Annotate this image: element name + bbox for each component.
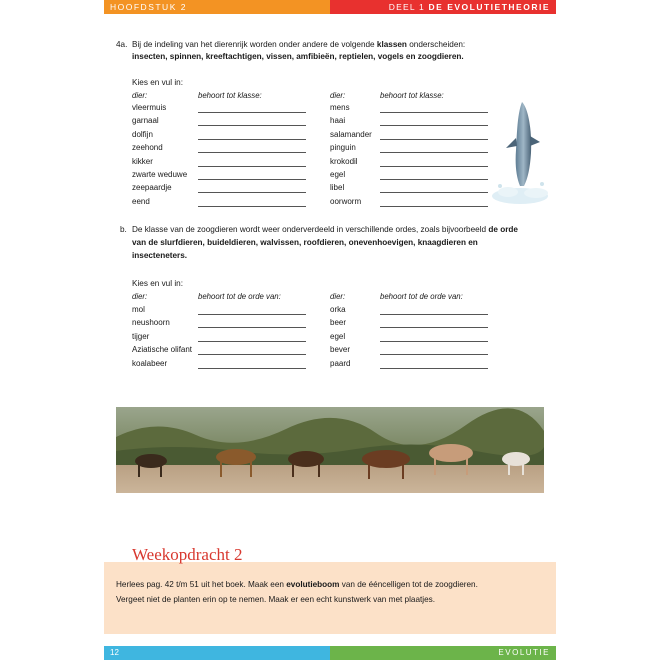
q4a-col-animal-left: dier: [132,91,148,100]
q4b-text [132,223,552,236]
q4b-col-animal-left: dier: [132,292,148,301]
answer-line[interactable] [198,354,306,355]
q4b-bold-1: de orde [488,225,518,234]
q4a-classes [132,50,464,63]
animal-right: pinguin [330,143,356,153]
q4a-col-class-left: behoort tot klasse: [198,91,262,100]
answer-line[interactable] [380,206,488,207]
q4b-bold-3: insecteneters. [132,251,188,260]
header-chapter: HOOFDSTUK 2 [104,0,330,14]
dolphin-image [490,98,552,206]
weekopdracht-text [116,577,478,607]
answer-line[interactable] [380,368,488,369]
animal-left: neushoorn [132,318,170,328]
weekopdracht-line-1a: Herlees pag. 42 t/m 51 uit het boek. Maak een [116,580,284,589]
q4b-text-2 [132,236,478,249]
animal-right: oorworm [330,196,362,206]
header-part-number: DEEL 1 [388,2,425,12]
answer-line[interactable] [198,314,306,315]
answer-line[interactable] [380,327,488,328]
answer-line[interactable] [198,112,306,113]
answer-line[interactable] [380,192,488,193]
q4b-text-start: De klasse van de zoogdieren wordt weer onderverdeeld in verschillende ordes, zoals bijvoorbeeld [132,225,487,234]
q4b-letter: b. [120,225,127,234]
q4b-col-animal-right: dier: [330,292,346,301]
answer-line[interactable] [198,368,306,369]
weekopdracht-line-1b: van de ééncelligen tot de zoogdieren. [341,580,478,589]
weekopdracht-line-1 [116,577,478,592]
answer-line[interactable] [380,125,488,126]
q4b-col-order-left: behoort tot de orde van: [198,292,281,301]
animal-left: dolfijn [132,129,153,139]
animal-right: bever [330,345,351,355]
q4a-classes-list: insecten, spinnen, kreeftachtigen, vissen, amfibieën, reptielen, vogels en zoogdieren. [132,52,464,61]
animal-left: tijger [132,331,150,341]
animal-right: salamander [330,129,372,139]
q4b-bold-2: van de slurfdieren, buideldieren, walvissen, roofdieren, onevenhoevigen, knaagdieren en [132,238,478,247]
animal-left: Aziatische olifant [132,345,193,355]
animal-left: koalabeer [132,358,168,368]
weekopdracht-bold: evolutieboom [286,580,340,589]
weekopdracht-line-2: Vergeet niet de planten erin op te nemen. Maak er een echt kunstwerk van met plaatjes. [116,595,436,604]
q4a-text-start: Bij de indeling van het dierenrijk worden onder andere de volgende [132,40,375,49]
header-part-title: DE EVOLUTIETHEORIE [428,2,550,12]
q4a-col-class-right: behoort tot klasse: [380,91,444,100]
q4a-instruction: Kies en vul in: [132,78,183,87]
answer-line[interactable] [198,125,306,126]
q4a-number: 4a. [116,40,128,49]
answer-line[interactable] [380,354,488,355]
animal-right: orka [330,305,346,314]
answer-line[interactable] [198,152,306,153]
q4b-col-order-right: behoort tot de orde van: [380,292,463,301]
answer-line[interactable] [198,327,306,328]
animal-left: vleermuis [132,103,167,112]
animal-left: eend [132,196,150,206]
q4b-instruction: Kies en vul in: [132,279,183,288]
answer-line[interactable] [198,179,306,180]
header-part [330,0,556,14]
animal-right: libel [330,183,345,193]
horses-image [116,407,544,493]
q4a-text-end: onderscheiden: [409,40,466,49]
animal-left: mol [132,305,145,314]
animal-right: beer [330,318,347,328]
answer-line[interactable] [380,341,488,342]
answer-line[interactable] [198,166,306,167]
footer-page-number: 12 [104,646,330,660]
animal-right: krokodil [330,156,358,166]
animal-left: zeehond [132,143,163,153]
answer-line[interactable] [198,341,306,342]
animal-right: paard [330,358,351,368]
answer-line[interactable] [380,112,488,113]
answer-line[interactable] [380,314,488,315]
footer-title: EVOLUTIE [330,646,556,660]
animal-right: egel [330,170,346,179]
q4b-text-3 [132,249,187,262]
answer-line[interactable] [198,139,306,140]
answer-line[interactable] [198,192,306,193]
answer-line[interactable] [380,179,488,180]
animal-left: kikker [132,156,153,166]
answer-line[interactable] [380,152,488,153]
weekopdracht-title: Weekopdracht 2 [132,545,243,564]
answer-line[interactable] [380,166,488,167]
animal-left: garnaal [132,116,159,126]
answer-line[interactable] [198,206,306,207]
q4a-col-animal-right: dier: [330,91,346,100]
animal-right: mens [330,103,350,112]
animal-right: haai [330,116,346,126]
animal-left: zeepaardje [132,183,172,193]
animal-left: zwarte weduwe [132,170,188,179]
answer-line[interactable] [380,139,488,140]
q4a-bold-word: klassen [376,40,407,49]
animal-right: egel [330,331,346,341]
